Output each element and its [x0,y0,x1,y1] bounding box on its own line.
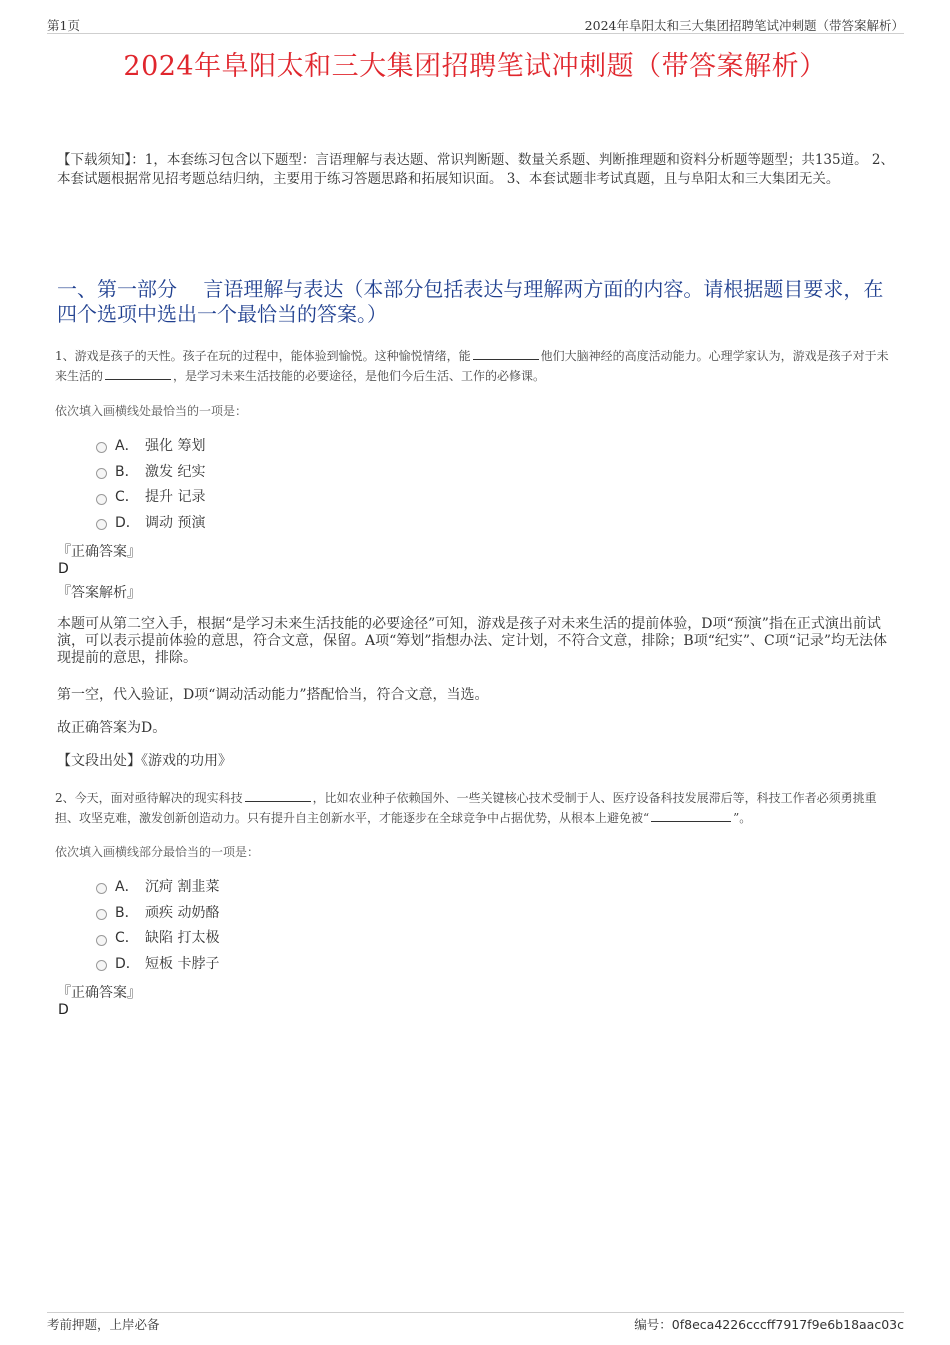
question-2-options [96,873,219,976]
analysis-paragraph: 本题可从第二空入手，根据“是学习未来生活技能的必要途径”可知，游戏是孩子对未来生活的提前体验，D项“预演”指在正式演出前试演，可以表示提前体验的意思，符合文意，保留。A项“筹划”指想办法、定计划，不符合文意，排除；B项“纪实”、C项“记录”均无法体现提前的意思，排除。 [57,616,888,666]
option-text: 提升 记录 [145,489,206,506]
footer-code [634,1315,904,1333]
question-1-text-part: 1、游戏是孩子的天性。孩子在玩的过程中，能体验到愉悦。这种愉悦情绪，能 [55,349,471,363]
question-1-text [55,346,897,386]
page-header [47,14,904,34]
option-letter: C． [115,930,139,947]
radio-button[interactable] [96,960,107,971]
source-reference: 【文段出处】《游戏的功用》 [57,753,232,769]
radio-button[interactable] [96,468,107,479]
question-2-text [55,788,897,828]
download-notice: 【下载须知】：1，本套练习包含以下题型：言语理解与表达题、常识判断题、数量关系题、判断推理题和资料分析题等题型；共135道。 2、本套试题根据常见招考题总结归纳，主要用于练习答题思路和拓展知识面。 3、本套试题非考试真题，且与阜阳太和三大集团无关。 [57,152,894,187]
option-d[interactable] [96,509,205,535]
correct-answer-label: 『正确答案』 [57,544,141,560]
question-2-text-part: 2、今天，面对亟待解决的现实科技 [55,791,243,805]
option-text: 短板 卡脖子 [145,955,220,972]
radio-button[interactable] [96,442,107,453]
analysis-paragraph: 第一空，代入验证，D项“调动活动能力”搭配恰当，符合文意，当选。 [57,687,489,703]
option-b[interactable] [96,458,205,484]
question-1-instruction: 依次填入画横线处最恰当的一项是： [55,404,248,418]
option-text: 调动 预演 [145,514,206,531]
option-d[interactable] [96,950,219,976]
code-value: 0f8eca4226cccff7917f9e6b18aac03c [671,1317,904,1332]
option-letter: D． [115,514,140,531]
option-text: 缺陷 打太极 [145,930,220,947]
analysis-label: 『答案解析』 [57,585,141,601]
option-a[interactable] [96,873,219,899]
radio-button[interactable] [96,909,107,920]
document-title: 2024年阜阳太和三大集团招聘笔试冲刺题（带答案解析） [123,51,827,82]
blank-2 [651,810,731,822]
question-1-text-part: 他们大脑神经的高度活动能力。心理学家认为，游戏是孩子对于未来生活的 [55,349,889,383]
option-letter: A． [115,437,139,454]
page-number: 第1页 [47,18,80,33]
correct-answer: D [58,561,69,577]
option-c[interactable] [96,483,205,509]
page-footer [47,1312,904,1334]
option-a[interactable] [96,432,205,458]
option-letter: B． [115,904,139,921]
section-heading: 一、第一部分 言语理解与表达（本部分包括表达与理解两方面的内容。请根据题目要求，在四个选项中选出一个最恰当的答案。） [57,277,884,326]
option-text: 强化 筹划 [145,437,206,454]
option-b[interactable] [96,899,219,925]
radio-button[interactable] [96,494,107,505]
correct-answer-label: 『正确答案』 [57,985,141,1001]
footer-slogan: 考前押题，上岸必备 [47,1317,160,1332]
radio-button[interactable] [96,883,107,894]
option-text: 沉疴 割韭菜 [145,878,220,895]
blank-1 [245,790,311,802]
header-doc-title: 2024年阜阳太和三大集团招聘笔试冲刺题（带答案解析） [584,18,904,33]
correct-answer: D [58,1002,69,1018]
question-2-instruction: 依次填入画横线部分最恰当的一项是： [55,845,260,859]
question-1-text-part: ，是学习未来生活技能的必要途径，是他们今后生活、工作的必修课。 [173,369,546,383]
option-letter: B． [115,463,139,480]
code-label: 编号： [634,1317,672,1332]
option-letter: A． [115,878,139,895]
option-c[interactable] [96,924,219,950]
question-1-options [96,432,205,535]
question-2-text-part: ，比如农业种子依赖国外、一些关键核心技术受制于人、医疗设备科技发展滞后等，科技工作者必须勇挑重担、攻坚克难，激发创新创造动力。只有提升自主创新水平，才能逐步在全球竞争中占据优势，从根本上避免被“ [55,791,877,825]
blank-2 [105,368,171,380]
option-text: 激发 纪实 [145,463,206,480]
option-letter: C． [115,489,139,506]
radio-button[interactable] [96,519,107,530]
option-text: 顽疾 动奶酪 [145,904,220,921]
analysis-paragraph: 故正确答案为D。 [57,720,167,736]
radio-button[interactable] [96,935,107,946]
question-2-text-part: ”。 [733,811,752,825]
blank-1 [473,348,539,360]
option-letter: D． [115,955,140,972]
